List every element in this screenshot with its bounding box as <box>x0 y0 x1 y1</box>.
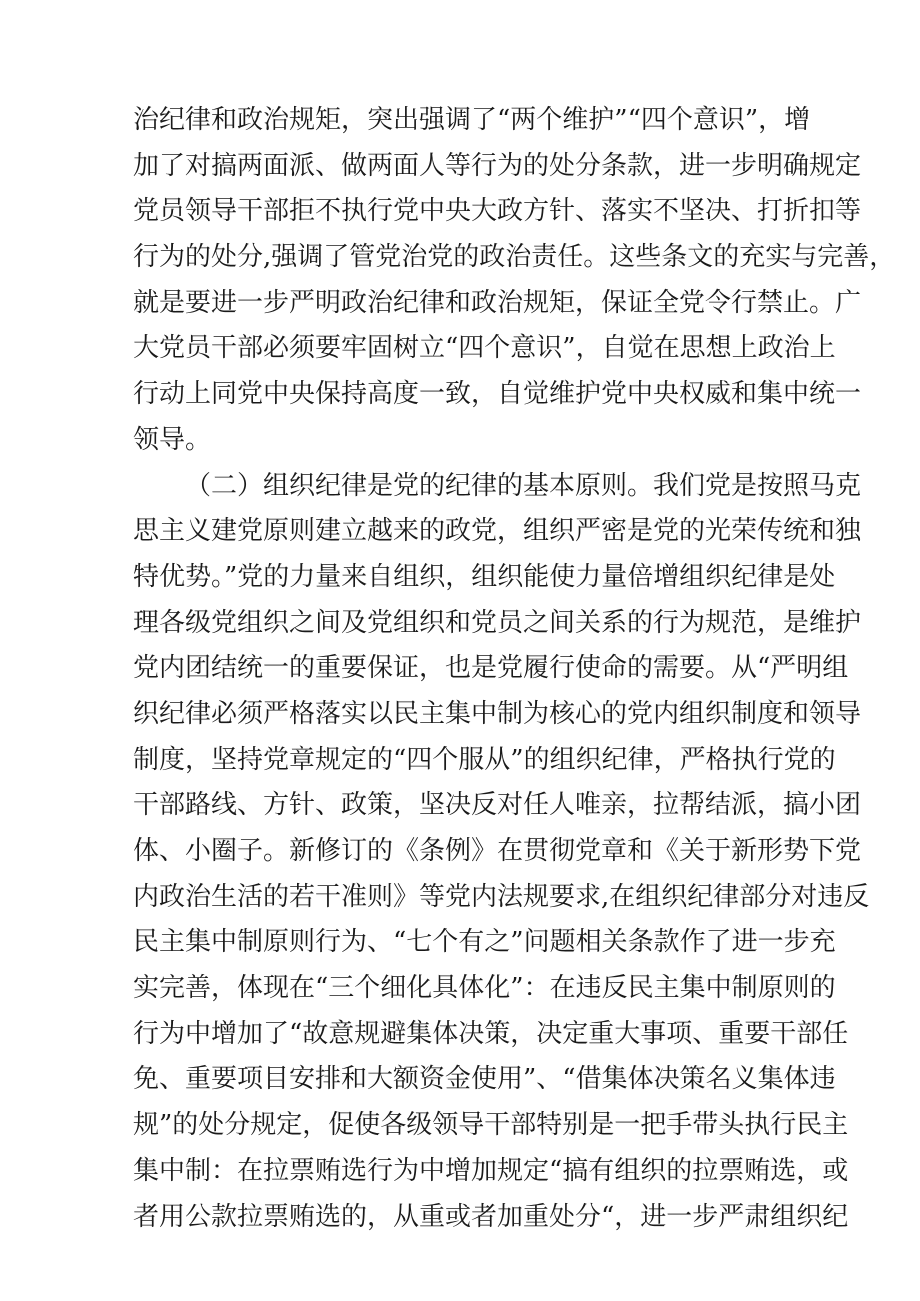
text-line: 大党员干部必须要牢固树立“四个意识”，自觉在思想上政治上 <box>133 333 836 364</box>
section-heading-line: （二）组织纪律是党的纪律的基本原则。我们党是按照马克 <box>185 470 862 501</box>
text-line: 规”的处分规定，促使各级领导干部特别是一把手带头执行民主 <box>133 1110 849 1141</box>
body-text <box>133 98 896 1240</box>
text-line: 者用公款拉票贿选的，从重或者加重处分“，进一步严肃组织纪 <box>133 1201 849 1232</box>
text-line: 加了对搞两面派、做两面人等行为的处分条款，进一步明确规定 <box>133 150 862 181</box>
text-line: 体、小圈子。新修订的《条例》在贯彻党章和《关于新形势下党 <box>133 836 862 866</box>
text-line: 干部路线、方针、政策，坚决反对任人唯亲，拉帮结派，搞小团 <box>133 790 862 821</box>
text-line: 领导。 <box>133 424 212 455</box>
text-line: 思主义建党原则建立越来的政党，组织严密是党的光荣传统和独 <box>133 516 862 547</box>
text-line: 集中制：在拉票贿选行为中增加规定“搞有组织的拉票贿选，或 <box>133 1155 849 1186</box>
text-line: 民主集中制原则行为、“七个有之”问题相关条款作了进一步充 <box>133 927 836 958</box>
text-line: 行动上同党中央保持高度一致，自觉维护党中央权威和集中统一 <box>133 379 862 410</box>
text-line: 行为中增加了“故意规避集体决策，决定重大事项、重要干部任 <box>133 1018 849 1049</box>
text-line: 党员领导干部拒不执行党中央大政方针、落实不坚决、打折扣等 <box>133 196 862 227</box>
text-line: 内政治生活的若干准则》等党内法规要求,在组织纪律部分对违反 <box>133 881 870 912</box>
text-line: 实完善，体现在“三个细化具体化”：在违反民主集中制原则的 <box>133 973 836 1004</box>
text-line: 理各级党组织之间及党组织和党员之间关系的行为规范，是维护 <box>133 607 862 638</box>
text-line: 织纪律必须严格落实以民主集中制为核心的党内组织制度和领导 <box>133 698 862 729</box>
text-line: 特优势。”党的力量来自组织，组织能使力量倍增组织纪律是处 <box>133 561 836 592</box>
text-line: 就是要进一步严明政治纪律和政治规矩，保证全党令行禁止。广 <box>133 287 862 318</box>
text-line: 党内团结统一的重要保证，也是党履行使命的需要。从“严明组 <box>133 653 849 684</box>
text-line: 行为的处分,强调了管党治党的政治责任。这些条文的充实与完善， <box>133 242 896 273</box>
text-line: 治纪律和政治规矩，突出强调了“两个维护”“四个意识”，增 <box>133 105 811 135</box>
text-line: 免、重要项目安排和大额资金使用”、“借集体决策名义集体违 <box>133 1064 836 1095</box>
text-line: 制度，坚持党章规定的“四个服从”的组织纪律，严格执行党的 <box>133 744 836 775</box>
